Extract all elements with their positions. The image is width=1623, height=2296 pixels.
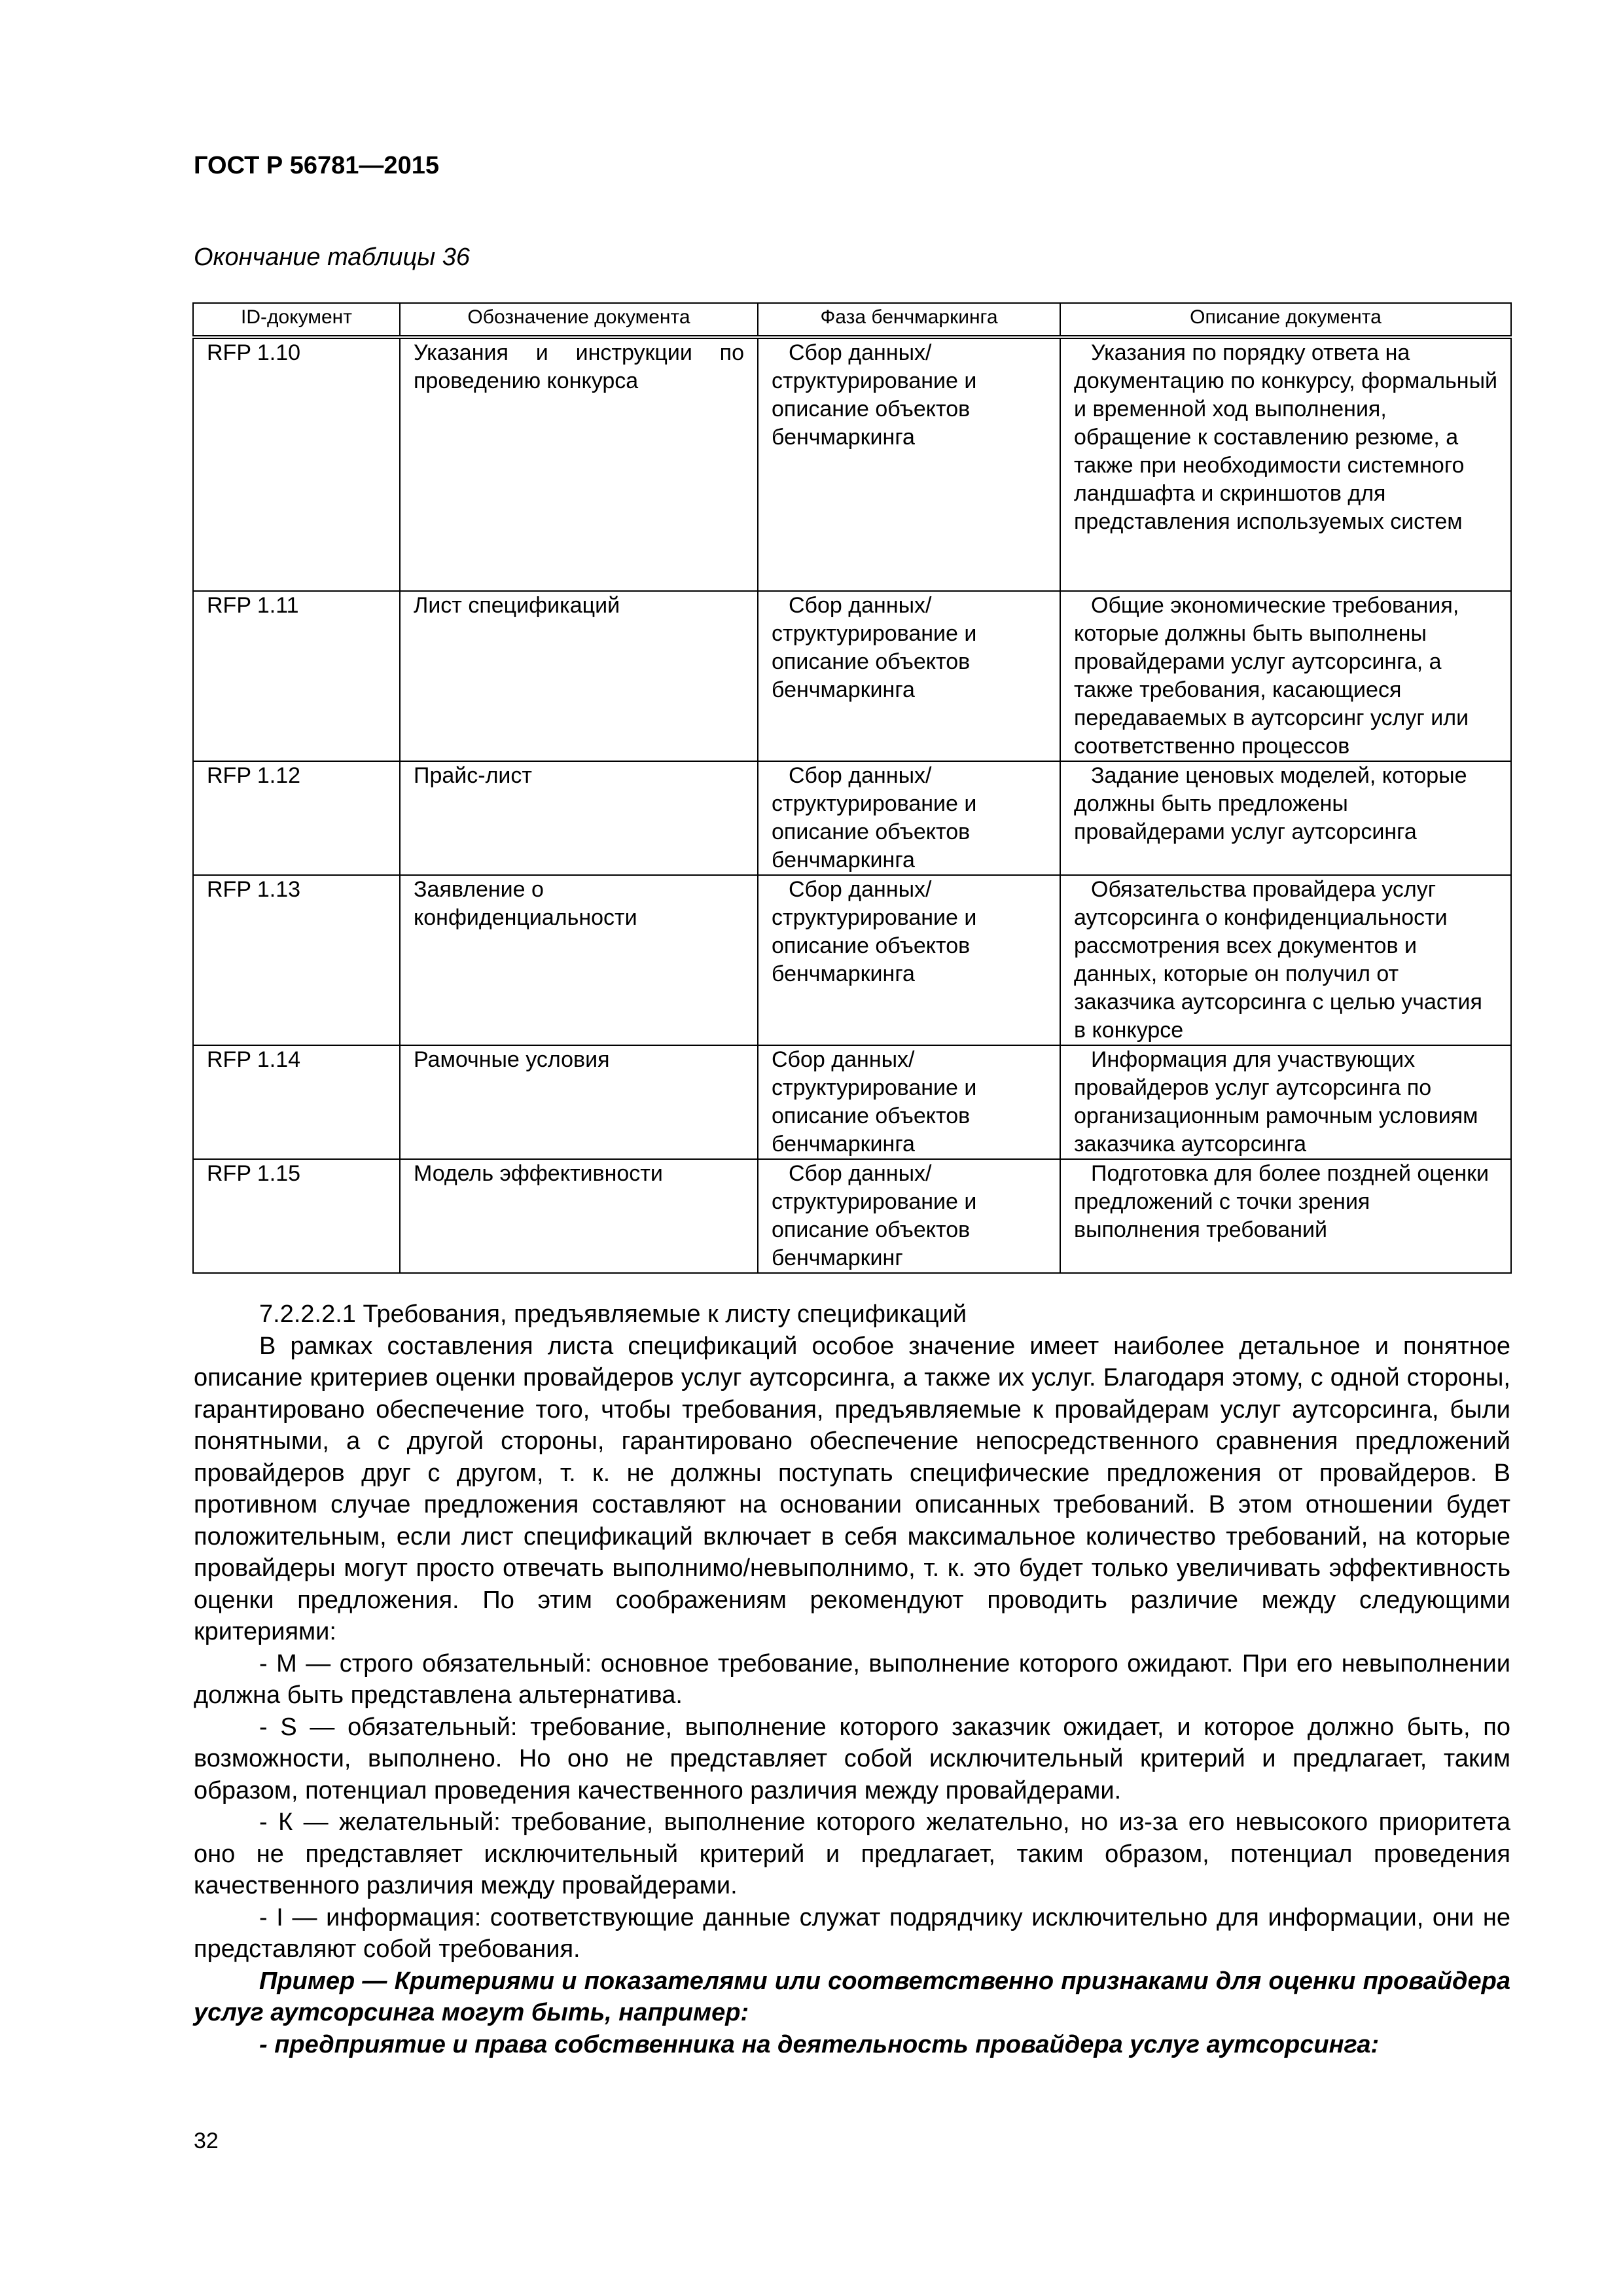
cell-description: Задание ценовых моделей, которые должны быть предложены провайдерами услуг аутсорсинга xyxy=(1060,761,1511,875)
cell-phase: Сбор данных/ структурирование и описание объектов бенчмаркинга xyxy=(758,1045,1060,1159)
cell-designation: Прайс-лист xyxy=(400,761,758,875)
cell-designation: Модель эффективности xyxy=(400,1159,758,1273)
cell-designation: Лист спецификаций xyxy=(400,591,758,761)
column-header-description: Описание документа xyxy=(1060,303,1511,337)
criterion-m: - М — строго обязательный: основное требование, выполнение которого ожидают. При его невыполнении должна быть представлена альтернатива. xyxy=(194,1649,1510,1709)
cell-id: RFP 1.13 xyxy=(193,875,400,1045)
table-row xyxy=(193,1045,1511,1159)
column-header-phase: Фаза бенчмаркинга xyxy=(758,303,1060,337)
cell-phase: Сбор данных/ структурирование и описание объектов бенчмаркинга xyxy=(758,761,1060,875)
cell-phase: Сбор данных/ структурирование и описание объектов бенчмаркинга xyxy=(758,337,1060,591)
table-row xyxy=(193,337,1511,591)
standard-designation: ГОСТ Р 56781—2015 xyxy=(194,152,439,179)
cell-phase: Сбор данных/ структурирование и описание объектов бенчмаркинга xyxy=(758,591,1060,761)
cell-description: Обязательства провайдера услуг аутсорсинга о конфиденциальности рассмотрения всех документов и данных, которые он получил от заказчика аутсорсинга с целью участия в конкурсе xyxy=(1060,875,1511,1045)
cell-phase: Сбор данных/ структурирование и описание объектов бенчмаркинга xyxy=(758,875,1060,1045)
example-item: - предприятие и права собственника на деятельность провайдера услуг аутсорсинга: xyxy=(259,2030,1380,2058)
column-header-designation: Обозначение документа xyxy=(400,303,758,337)
cell-description: Информация для участвующих провайдеров услуг аутсорсинга по организационным рамочным условиям заказчика аутсорсинга xyxy=(1060,1045,1511,1159)
section-heading: 7.2.2.2.1 Требования, предъявляемые к листу спецификаций xyxy=(259,1300,967,1328)
criterion-i: - I — информация: соответствующие данные служат подрядчику исключительно для информации, они не представляют собой требования. xyxy=(194,1903,1510,1963)
table-caption: Окончание таблицы 36 xyxy=(194,243,471,271)
table-header-row xyxy=(193,303,1511,337)
cell-id: RFP 1.14 xyxy=(193,1045,400,1159)
page-number: 32 xyxy=(194,2128,219,2153)
body-text xyxy=(194,1299,1510,2060)
column-header-id: ID-документ xyxy=(193,303,400,337)
cell-designation: Заявление о конфиденциальности xyxy=(400,875,758,1045)
table-row xyxy=(193,1159,1511,1273)
cell-designation: Рамочные условия xyxy=(400,1045,758,1159)
table-row xyxy=(193,875,1511,1045)
cell-id: RFP 1.11 xyxy=(193,591,400,761)
cell-description: Указания по порядку ответа на документацию по конкурсу, формальный и временной ход выполнения, обращение к составлению резюме, а также при необходимости системного ландшафта и скриншотов для представления используемых систем xyxy=(1060,337,1511,591)
cell-description: Общие экономические требования, которые должны быть выполнены провайдерами услуг аутсорсинга, а также требования, касающиеся передаваемых в аутсорсинг услуг или соответственно процессов xyxy=(1060,591,1511,761)
cell-designation: Указания и инструкции по проведению конкурса xyxy=(400,337,758,591)
table-row xyxy=(193,591,1511,761)
documents-table xyxy=(192,302,1512,1274)
cell-id: RFP 1.15 xyxy=(193,1159,400,1273)
criterion-s: - S — обязательный: требование, выполнение которого заказчик ожидает, и которое должно быть, по возможности, выполнено. Но оно не представляет собой исключительный критерий и предлагает, таким образом, потенциал проведения качественного различия между провайдерами. xyxy=(194,1713,1510,1804)
cell-phase: Сбор данных/ структурирование и описание объектов бенчмаркинг xyxy=(758,1159,1060,1273)
example-paragraph: Пример — Критериями и показателями или соответственно признаками для оценки провайдера услуг аутсорсинга могут быть, например: xyxy=(194,1967,1510,2026)
table-row xyxy=(193,761,1511,875)
intro-paragraph: В рамках составления листа спецификаций особое значение имеет наиболее детальное и понятное описание критериев оценки провайдеров услуг аутсорсинга, а также их услуг. Благодаря этому, с одной стороны, гарантировано обеспечение того, чтобы требования, предъявляемые к провайдерам услуг аутсорсинга, были понятными, а с другой стороны, гарантировано обеспечение непосредственного сравнения предложений провайдеров друг с другом, т. к. не должны поступать специфические предложения от провайдеров. В противном случае предложения составляют на основании описанных требований. В этом отношении будет положительным, если лист спецификаций включает в себя максимальное количество требований, на которые провайдеры могут просто отвечать выполнимо/невыполнимо, т. к. это будет только увеличивать эффективность оценки предложения. По этим соображениям рекомендуют проводить различие между следующими критериями: xyxy=(194,1332,1510,1645)
cell-id: RFP 1.12 xyxy=(193,761,400,875)
cell-id: RFP 1.10 xyxy=(193,337,400,591)
criterion-k: - К — желательный: требование, выполнение которого желательно, но из-за его невысокого приоритета оно не представляет исключительный критерий и предлагает, таким образом, потенциал проведения качественного различия между провайдерами. xyxy=(194,1808,1510,1899)
cell-description: Подготовка для более поздней оценки предложений с точки зрения выполнения требований xyxy=(1060,1159,1511,1273)
